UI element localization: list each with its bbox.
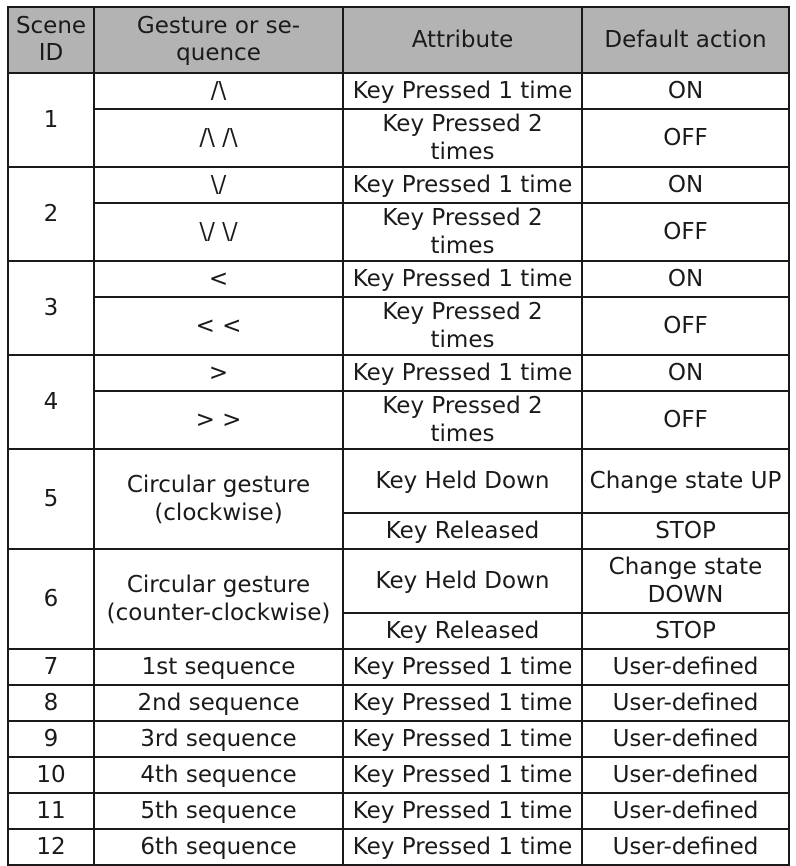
scene-id-cell: 7: [8, 649, 94, 685]
action-cell: ON: [582, 355, 789, 391]
table-row: [8, 261, 789, 297]
action-cell: OFF: [582, 109, 789, 167]
table-row: [8, 203, 789, 261]
scene-id-cell: 1: [8, 73, 94, 167]
action-cell: User-defined: [582, 793, 789, 829]
attribute-cell: Key Pressed 2 times: [343, 391, 582, 449]
attribute-cell: Key Released: [343, 513, 582, 549]
action-cell: User-defined: [582, 649, 789, 685]
attribute-cell: Key Held Down: [343, 549, 582, 613]
table-row: [8, 297, 789, 355]
attribute-cell: Key Pressed 1 time: [343, 685, 582, 721]
gesture-cell: \/ \/: [94, 203, 343, 261]
scene-gesture-table: [7, 6, 790, 866]
gesture-cell: <: [94, 261, 343, 297]
gesture-cell: \/: [94, 167, 343, 203]
action-cell: STOP: [582, 613, 789, 649]
table-row: [8, 829, 789, 865]
action-cell: User-defined: [582, 685, 789, 721]
table-row: [8, 109, 789, 167]
attribute-cell: Key Pressed 1 time: [343, 721, 582, 757]
scene-id-cell: 9: [8, 721, 94, 757]
scene-id-cell: 8: [8, 685, 94, 721]
gesture-cell: Circular gesture (clockwise): [94, 449, 343, 549]
attribute-cell: Key Pressed 1 time: [343, 73, 582, 109]
gesture-cell: 1st sequence: [94, 649, 343, 685]
gesture-cell: 4th sequence: [94, 757, 343, 793]
gesture-cell: > >: [94, 391, 343, 449]
header-attribute: Attribute: [343, 7, 582, 73]
action-cell: STOP: [582, 513, 789, 549]
attribute-cell: Key Pressed 1 time: [343, 757, 582, 793]
action-cell: Change state DOWN: [582, 549, 789, 613]
action-cell: User-defined: [582, 721, 789, 757]
scene-id-cell: 4: [8, 355, 94, 449]
attribute-cell: Key Pressed 1 time: [343, 649, 582, 685]
scene-id-cell: 12: [8, 829, 94, 865]
table-row: [8, 355, 789, 391]
action-cell: OFF: [582, 391, 789, 449]
gesture-cell: Circular gesture (counter-clockwise): [94, 549, 343, 649]
gesture-cell: < <: [94, 297, 343, 355]
scene-id-cell: 2: [8, 167, 94, 261]
scene-id-cell: 11: [8, 793, 94, 829]
table-row: [8, 167, 789, 203]
table-row: [8, 549, 789, 613]
action-cell: OFF: [582, 203, 789, 261]
attribute-cell: Key Pressed 2 times: [343, 203, 582, 261]
scene-id-cell: 3: [8, 261, 94, 355]
action-cell: ON: [582, 261, 789, 297]
attribute-cell: Key Pressed 1 time: [343, 793, 582, 829]
header-default-action: Default action: [582, 7, 789, 73]
gesture-cell: /\ /\: [94, 109, 343, 167]
gesture-cell: 6th sequence: [94, 829, 343, 865]
attribute-cell: Key Held Down: [343, 449, 582, 513]
action-cell: ON: [582, 167, 789, 203]
table-row: [8, 721, 789, 757]
scene-id-cell: 10: [8, 757, 94, 793]
action-cell: User-defined: [582, 757, 789, 793]
attribute-cell: Key Pressed 1 time: [343, 167, 582, 203]
table-row: [8, 649, 789, 685]
gesture-cell: 2nd sequence: [94, 685, 343, 721]
table-row: [8, 757, 789, 793]
gesture-cell: 5th sequence: [94, 793, 343, 829]
scene-id-cell: 5: [8, 449, 94, 549]
attribute-cell: Key Pressed 2 times: [343, 109, 582, 167]
gesture-cell: /\: [94, 73, 343, 109]
header-gesture: Gesture or se-quence: [94, 7, 343, 73]
table-row: [8, 449, 789, 513]
table-row: [8, 793, 789, 829]
scene-id-cell: 6: [8, 549, 94, 649]
header-scene-id: Scene ID: [8, 7, 94, 73]
gesture-cell: >: [94, 355, 343, 391]
table-row: [8, 73, 789, 109]
attribute-cell: Key Released: [343, 613, 582, 649]
attribute-cell: Key Pressed 2 times: [343, 297, 582, 355]
attribute-cell: Key Pressed 1 time: [343, 261, 582, 297]
attribute-cell: Key Pressed 1 time: [343, 829, 582, 865]
action-cell: User-defined: [582, 829, 789, 865]
table-row: [8, 391, 789, 449]
table-header-row: [8, 7, 789, 73]
action-cell: OFF: [582, 297, 789, 355]
action-cell: Change state UP: [582, 449, 789, 513]
table-row: [8, 685, 789, 721]
attribute-cell: Key Pressed 1 time: [343, 355, 582, 391]
gesture-cell: 3rd sequence: [94, 721, 343, 757]
action-cell: ON: [582, 73, 789, 109]
